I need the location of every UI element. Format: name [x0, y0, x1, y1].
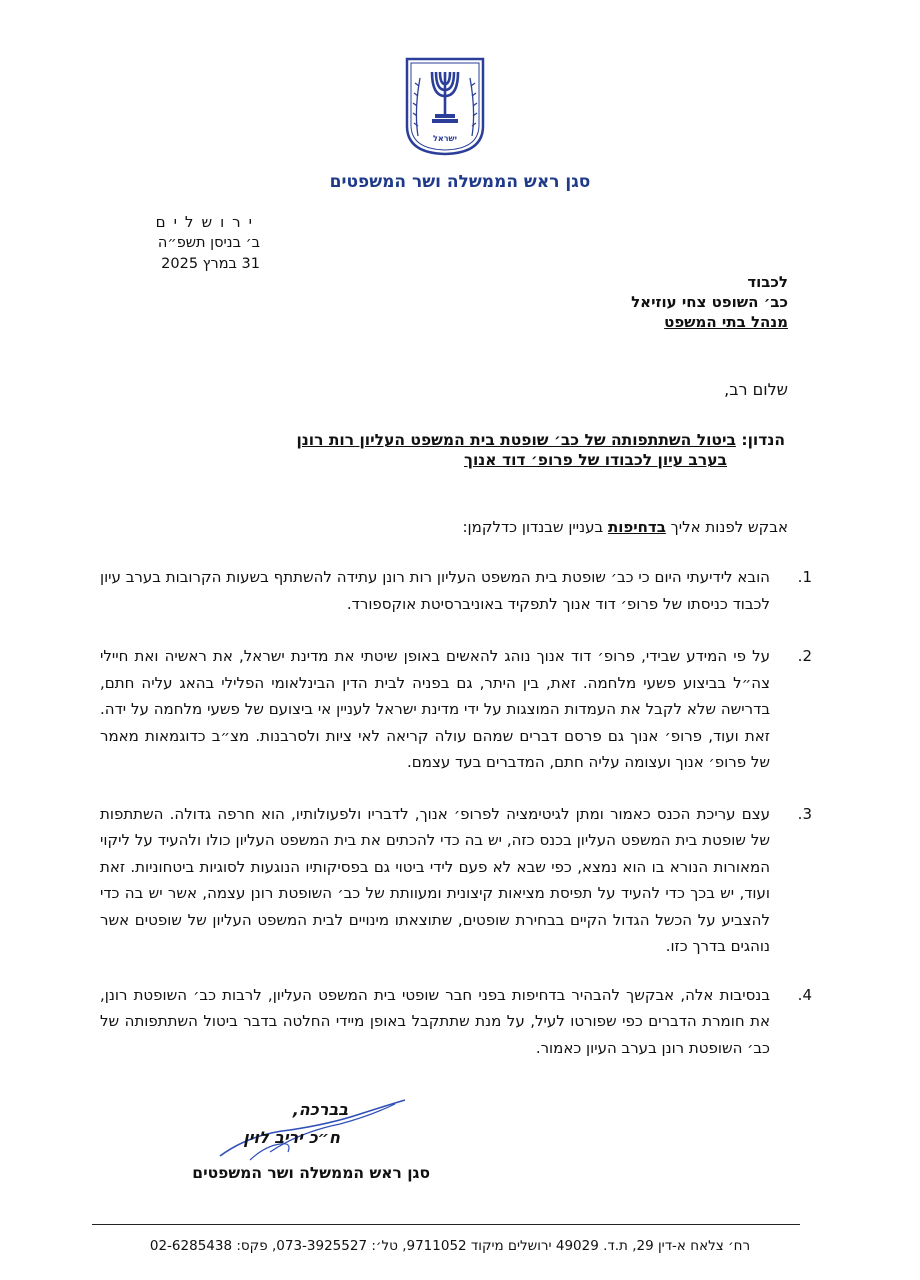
office-title: סגן ראש הממשלה ושר המשפטים [329, 172, 591, 192]
footer-contact: רח׳ צלאח א-דין 29, ת.ד. 49029 ירושלים מיקוד 9711052, טל׳: 073-3925527, פקס: 02-6285438 [149, 1238, 751, 1254]
intro-emphasis: בדחיפות [607, 518, 666, 536]
subject-line-1: ביטול השתתפותה של כב׳ שופטת בית המשפט העליון רות רונן [296, 431, 736, 449]
svg-text:ישראל: ישראל [433, 134, 457, 143]
addressee-block [368, 272, 788, 332]
addressee-role: מנהל בתי המשפט [664, 313, 788, 331]
gregorian-date: 31 במרץ 2025 [161, 256, 260, 272]
intro-text-before: אבקש לפנות אליך [665, 518, 788, 536]
footer-divider [92, 1224, 800, 1225]
hebrew-date: ב׳ בניסן תשפ״ה [157, 235, 260, 251]
signature-block [180, 1100, 440, 1190]
item-number: 2. [797, 647, 812, 665]
subject-label: הנדון: [741, 431, 785, 449]
item-number: 4. [797, 985, 812, 1004]
signature-closing: בברכה, [292, 1100, 348, 1119]
intro-paragraph [463, 518, 789, 536]
signature-title: סגן ראש הממשלה ושר המשפטים [192, 1164, 430, 1182]
addressee-name: כב׳ השופט צחי עוזיאל [631, 293, 788, 311]
place-date-block [100, 212, 260, 275]
item-text: הובא לידיעתי היום כי כב׳ שופטת בית המשפט העליון רות רונן עתידה להשתתף בשעות הקרובות בערב עיון לכבוד כניסתו של פרופ׳ דוד אנוך לתפקיד באוניברסיטת אוקספורד. [100, 568, 770, 613]
item-text: בנסיבות אלה, אבקשך להבהיר בדחיפות בפני חבר שופטי בית המשפט העליון, לרבות כב׳ השופטת רונן, את חומרת הדברים כפי שפורטו לעיל, על מנת שתתקבל באופן מיידי החלטה בדבר ביטול השתתפותה של כב׳ השופטת רונן בערב העיון כאמור. [100, 985, 770, 1057]
list-item [100, 801, 812, 960]
subject-block [120, 430, 785, 470]
item-text: עצם עריכת הכנס כאמור ומתן לגיטימציה לפרופ׳ אנוך, לדבריו ולפעולותיו, הוא חרפה גדולה. השתתפות של שופטת בית המשפט העליון בכנס כזה, יש בה כדי להכתים את בית המשפט העליון כולו ולהעיד על ליקוי המאורות הנורא בו הוא נמצא, כפי שבא לא פעם לידי ביטוי גם בפסיקותיו הנוגעות לסוגיות ביטחוניות. זאת ועוד, יש בכך כדי להעיד על תפיסת מציאות קיצונית ומעוותת של כב׳ השופטת רונן עצמה, אשר יש בה כדי להצביע על הכשל הגדול הקיים בבחירת שופטים, שתוצאתו מינויים לבית המשפט העליון של שופטים אשר נוהגים בדרך כזו. [100, 804, 770, 955]
item-number: 1. [797, 568, 812, 586]
greeting: שלום רב, [724, 380, 788, 399]
item-number: 3. [797, 804, 812, 823]
city-name: ירושלים [155, 213, 260, 231]
signature-name: ח״כ יריב לוין [243, 1128, 340, 1147]
subject-line-2: בערב עיון לכבודו של פרופ׳ דוד אנוך [463, 451, 727, 469]
numbered-items [100, 564, 812, 1061]
intro-text-after: בעניין שבנדון כדלקמן: [462, 518, 608, 536]
list-item [100, 982, 812, 1062]
state-emblem-icon [404, 56, 486, 156]
item-text: על פי המידע שבידי, פרופ׳ דוד אנוך נוהג להאשים באופן שיטתי את מדינת ישראל, את ראשיה ואת חיילי צה״ל בביצוע פשעי מלחמה. זאת, בין היתר, גם בפניה לבית הדין הבינלאומי הפלילי בהאג עליה חתם, בדרישה שלא לקבל את העמדות המוצגות על ידי מדינת ישראל לעניין אי ביצועם של פשעי מלחמה על ידה. זאת ועוד, פרופ׳ אנוך גם פרסם דברים שמהם עולה קריאה לאי ציות ולסרבנות. מצ״ב כדוגמאות מאמר של פרופ׳ אנוך ועצומה עליה חתם, המדברים בעד עצמם. [100, 647, 770, 771]
list-item [100, 564, 812, 617]
addressee-salutation: לכבוד [747, 273, 788, 291]
list-item [100, 643, 812, 776]
